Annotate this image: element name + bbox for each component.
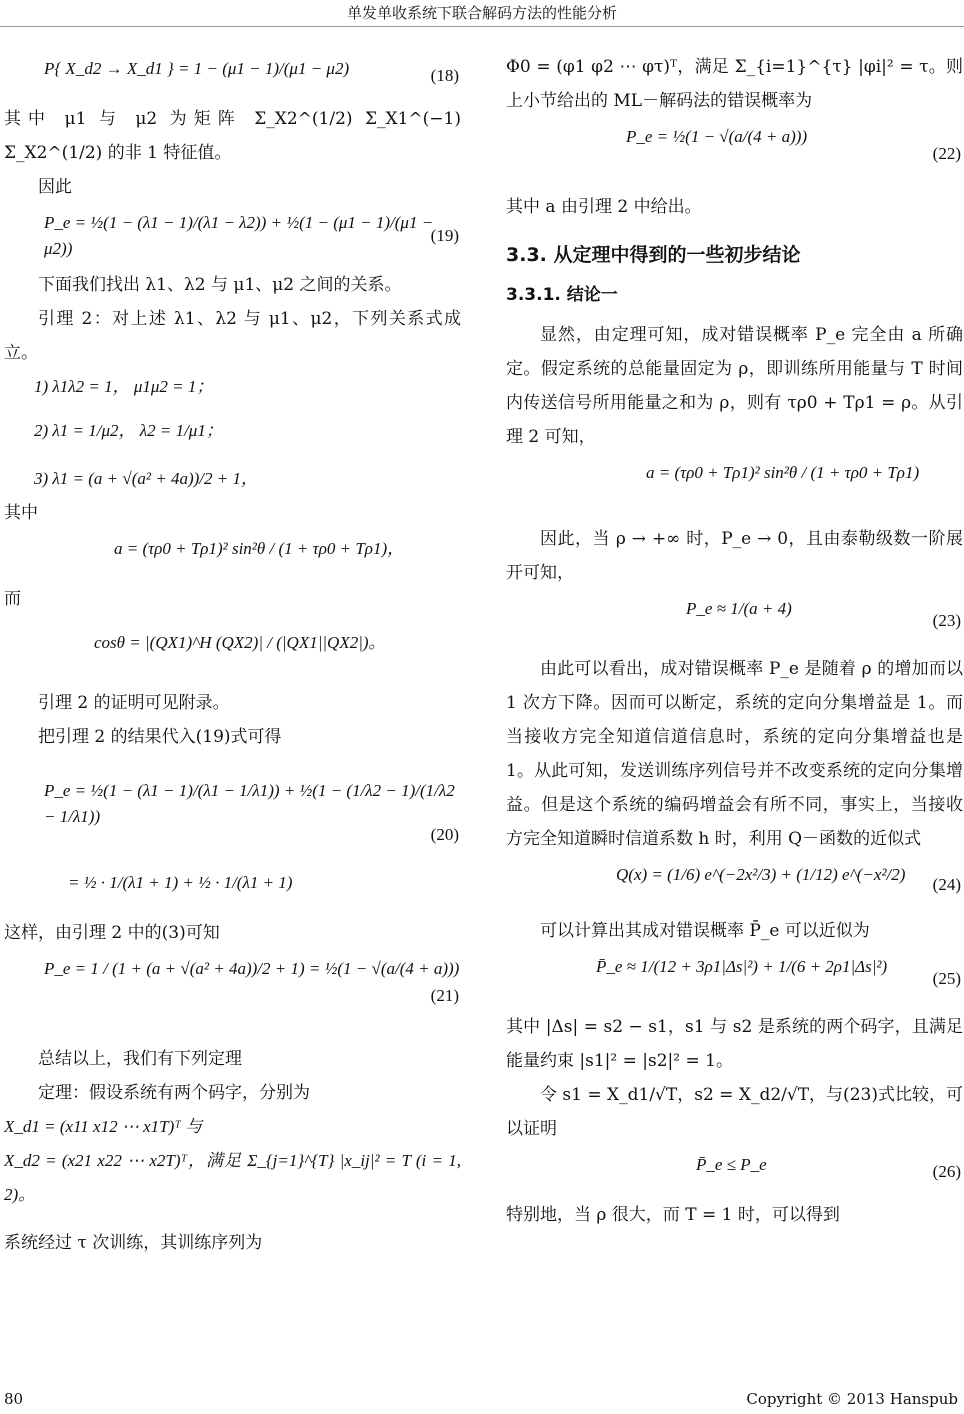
equation-23-number: (23) [932,611,961,630]
equation-24 [506,862,963,908]
equation-26 [506,1152,963,1192]
lemma-item-1: 1) λ1λ2 = 1， μ1μ2 = 1； [34,377,214,396]
paragraph-substitute: 把引理 2 的结果代入(19)式可得 [38,727,282,747]
equation-18 [4,56,461,96]
equation-21 [4,956,461,1036]
lemma-items [4,370,461,496]
paragraph-theorem: 定理：假设系统有两个码字，分别为 [38,1083,310,1103]
equation-19 [4,210,461,262]
equation-a [4,536,461,576]
subsection-heading-3-3-1: 3.3.1. 结论一 [506,285,618,305]
paragraph-and: 而 [4,589,21,609]
equation-18-number: (18) [430,66,459,85]
paragraph-let: 令 s1 = X_d1/√T，s2 = X_d2/√T，与(23)式比较，可以证明 [506,1085,963,1139]
equation-20-number: (20) [430,825,459,844]
paragraph-codeword-1: X_d1 = (x11 x12 ⋯ x1T)ᵀ 与 [4,1117,203,1136]
running-header: 单发单收系统下联合解码方法的性能分析 [346,4,617,22]
equation-23 [506,596,963,646]
paragraph-diversity-gain: 由此可以看出，成对错误概率 P_e 是随着 ρ 的增加而以 1 次方下降。因而可以断定，系统的定向分集增益是 1。而当接收方完全知道信道信息时，系统的定向分集增益也是 1。从此可知，发送训练序列信号并不改变系统的定向分集增益。但是这个系统的编码增益会有所不同，事实上，当接收方完全知道瞬时信道系数 h 时，利用 Q－函数的近似式 [506,659,963,849]
equation-cos-theta-body: cosθ = |(QX1)^H (QX2)| / (|QX1||QX2|)。 [94,633,386,652]
left-column [4,50,461,1260]
paragraph-training: 系统经过 τ 次训练，其训练序列为 [4,1233,263,1253]
equation-20-line-2: = ½ · 1/(λ1 + 1) + ½ · 1/(λ1 + 1) [68,873,293,892]
paragraph-approximation: 可以计算出其成对错误概率 P̄_e 可以近似为 [540,921,870,941]
equation-23-body: P_e ≈ 1/(a + 4) [686,599,792,618]
equation-18-body: P{ X_d2 → X_d1 } = 1 − (μ1 − 1)/(μ1 − μ2) [44,59,350,78]
equation-25-number: (25) [932,969,961,988]
equation-25 [506,954,963,1004]
paragraph-training-sequence: Φ0 = (φ1 φ2 ⋯ φτ)ᵀ，满足 Σ_{i=1}^{τ} |φi|² = τ。则上小节给出的 ML－解码法的错误概率为 [506,57,963,111]
equation-22 [506,124,963,184]
equation-19-number: (19) [430,226,459,245]
paragraph-therefore: 因此 [38,177,72,197]
equation-24-number: (24) [932,875,961,894]
header-rule [0,26,964,27]
paragraph-thus: 这样，由引理 2 中的(3)可知 [4,923,220,943]
paragraph-conclusion-1: 显然，由定理可知，成对错误概率 P_e 完全由 a 所确定。假定系统的总能量固定为 ρ，即训练所用能量与 T 时间内传送信号所用能量之和为 ρ，则有 τρ0 + Tρ1 = ρ。从引理 2 可知， [506,325,963,447]
equation-20 [4,760,461,910]
equation-cos-theta [4,630,461,670]
paragraph-proof-appendix: 引理 2 的证明可见附录。 [38,693,230,713]
paragraph-a-given: 其中 a 由引理 2 中给出。 [506,197,702,217]
page-number: 80 [4,1390,24,1408]
section-heading-3-3: 3.3. 从定理中得到的一些初步结论 [506,244,801,266]
equation-25-body: P̄_e ≈ 1/(12 + 3ρ1|Δs|²) + 1/(6 + 2ρ1|Δs|²) [596,957,888,976]
paragraph-lemma-2: 引理 2：对上述 λ1、λ2 与 μ1、μ2，下列关系式成立。 [4,309,461,363]
paragraph-eigenvalues: 其中 μ1 与 μ2 为矩阵 Σ_X2^(1/2) Σ_X1^(−1) Σ_X2^(1/2) 的非 1 特征值。 [4,109,461,163]
equation-19-body: P_e = ½(1 − (λ1 − 1)/(λ1 − λ2)) + ½(1 − (μ1 − 1)/(μ1 − μ2)) [44,213,434,258]
equation-20-line-1: P_e = ½(1 − (λ1 − 1)/(λ1 − 1/λ1)) + ½(1 − (1/λ2 − 1)/(1/λ2 − 1/λ1)) [44,781,455,826]
lemma-item-3: 3) λ1 = (a + √(a² + 4a))/2 + 1， [34,469,258,488]
copyright-notice: Copyright © 2013 Hanspub [746,1390,958,1408]
paragraph-taylor: 因此，当 ρ → +∞ 时，P_e → 0，且由泰勒级数一阶展开可知， [506,529,963,583]
equation-22-number: (22) [932,144,961,163]
equation-22-body: P_e = ½(1 − √(a/(4 + a))) [626,127,808,146]
equation-24-body: Q(x) = (1/6) e^(−2x²/3) + (1/12) e^(−x²/2) [616,865,906,884]
equation-21-body: P_e = 1 / (1 + (a + √(a² + 4a))/2 + 1) = ½(1 − √(a/(4 + a))) [44,959,460,978]
equation-26-body: P̄_e ≤ P_e [696,1155,767,1174]
paragraph-special-case: 特别地，当 ρ 很大，而 T = 1 时，可以得到 [506,1205,840,1225]
lemma-item-2: 2) λ1 = 1/μ2， λ2 = 1/μ1； [34,421,223,440]
equation-a-repeat [506,460,963,516]
equation-21-number: (21) [430,986,459,1005]
paragraph-codeword-2: X_d2 = (x21 x22 ⋯ x2T)ᵀ，满足 Σ_{j=1}^{T} |x_ij|² = T (i = 1, 2)。 [4,1151,461,1204]
equation-a-body: a = (τρ0 + Tρ1)² sin²θ / (1 + τρ0 + Tρ1)， [114,539,405,558]
paragraph-codewords: 其中 |Δs| = s2 − s1，s1 与 s2 是系统的两个码字，且满足能量约束 |s1|² = |s2|² = 1。 [506,1017,963,1071]
equation-26-number: (26) [932,1162,961,1181]
paragraph-relations: 下面我们找出 λ1、λ2 与 μ1、μ2 之间的关系。 [38,275,402,295]
right-column [506,50,963,1232]
paragraph-where: 其中 [4,503,38,523]
paragraph-summary: 总结以上，我们有下列定理 [38,1049,242,1069]
equation-a-repeat-body: a = (τρ0 + Tρ1)² sin²θ / (1 + τρ0 + Tρ1) [646,463,920,482]
